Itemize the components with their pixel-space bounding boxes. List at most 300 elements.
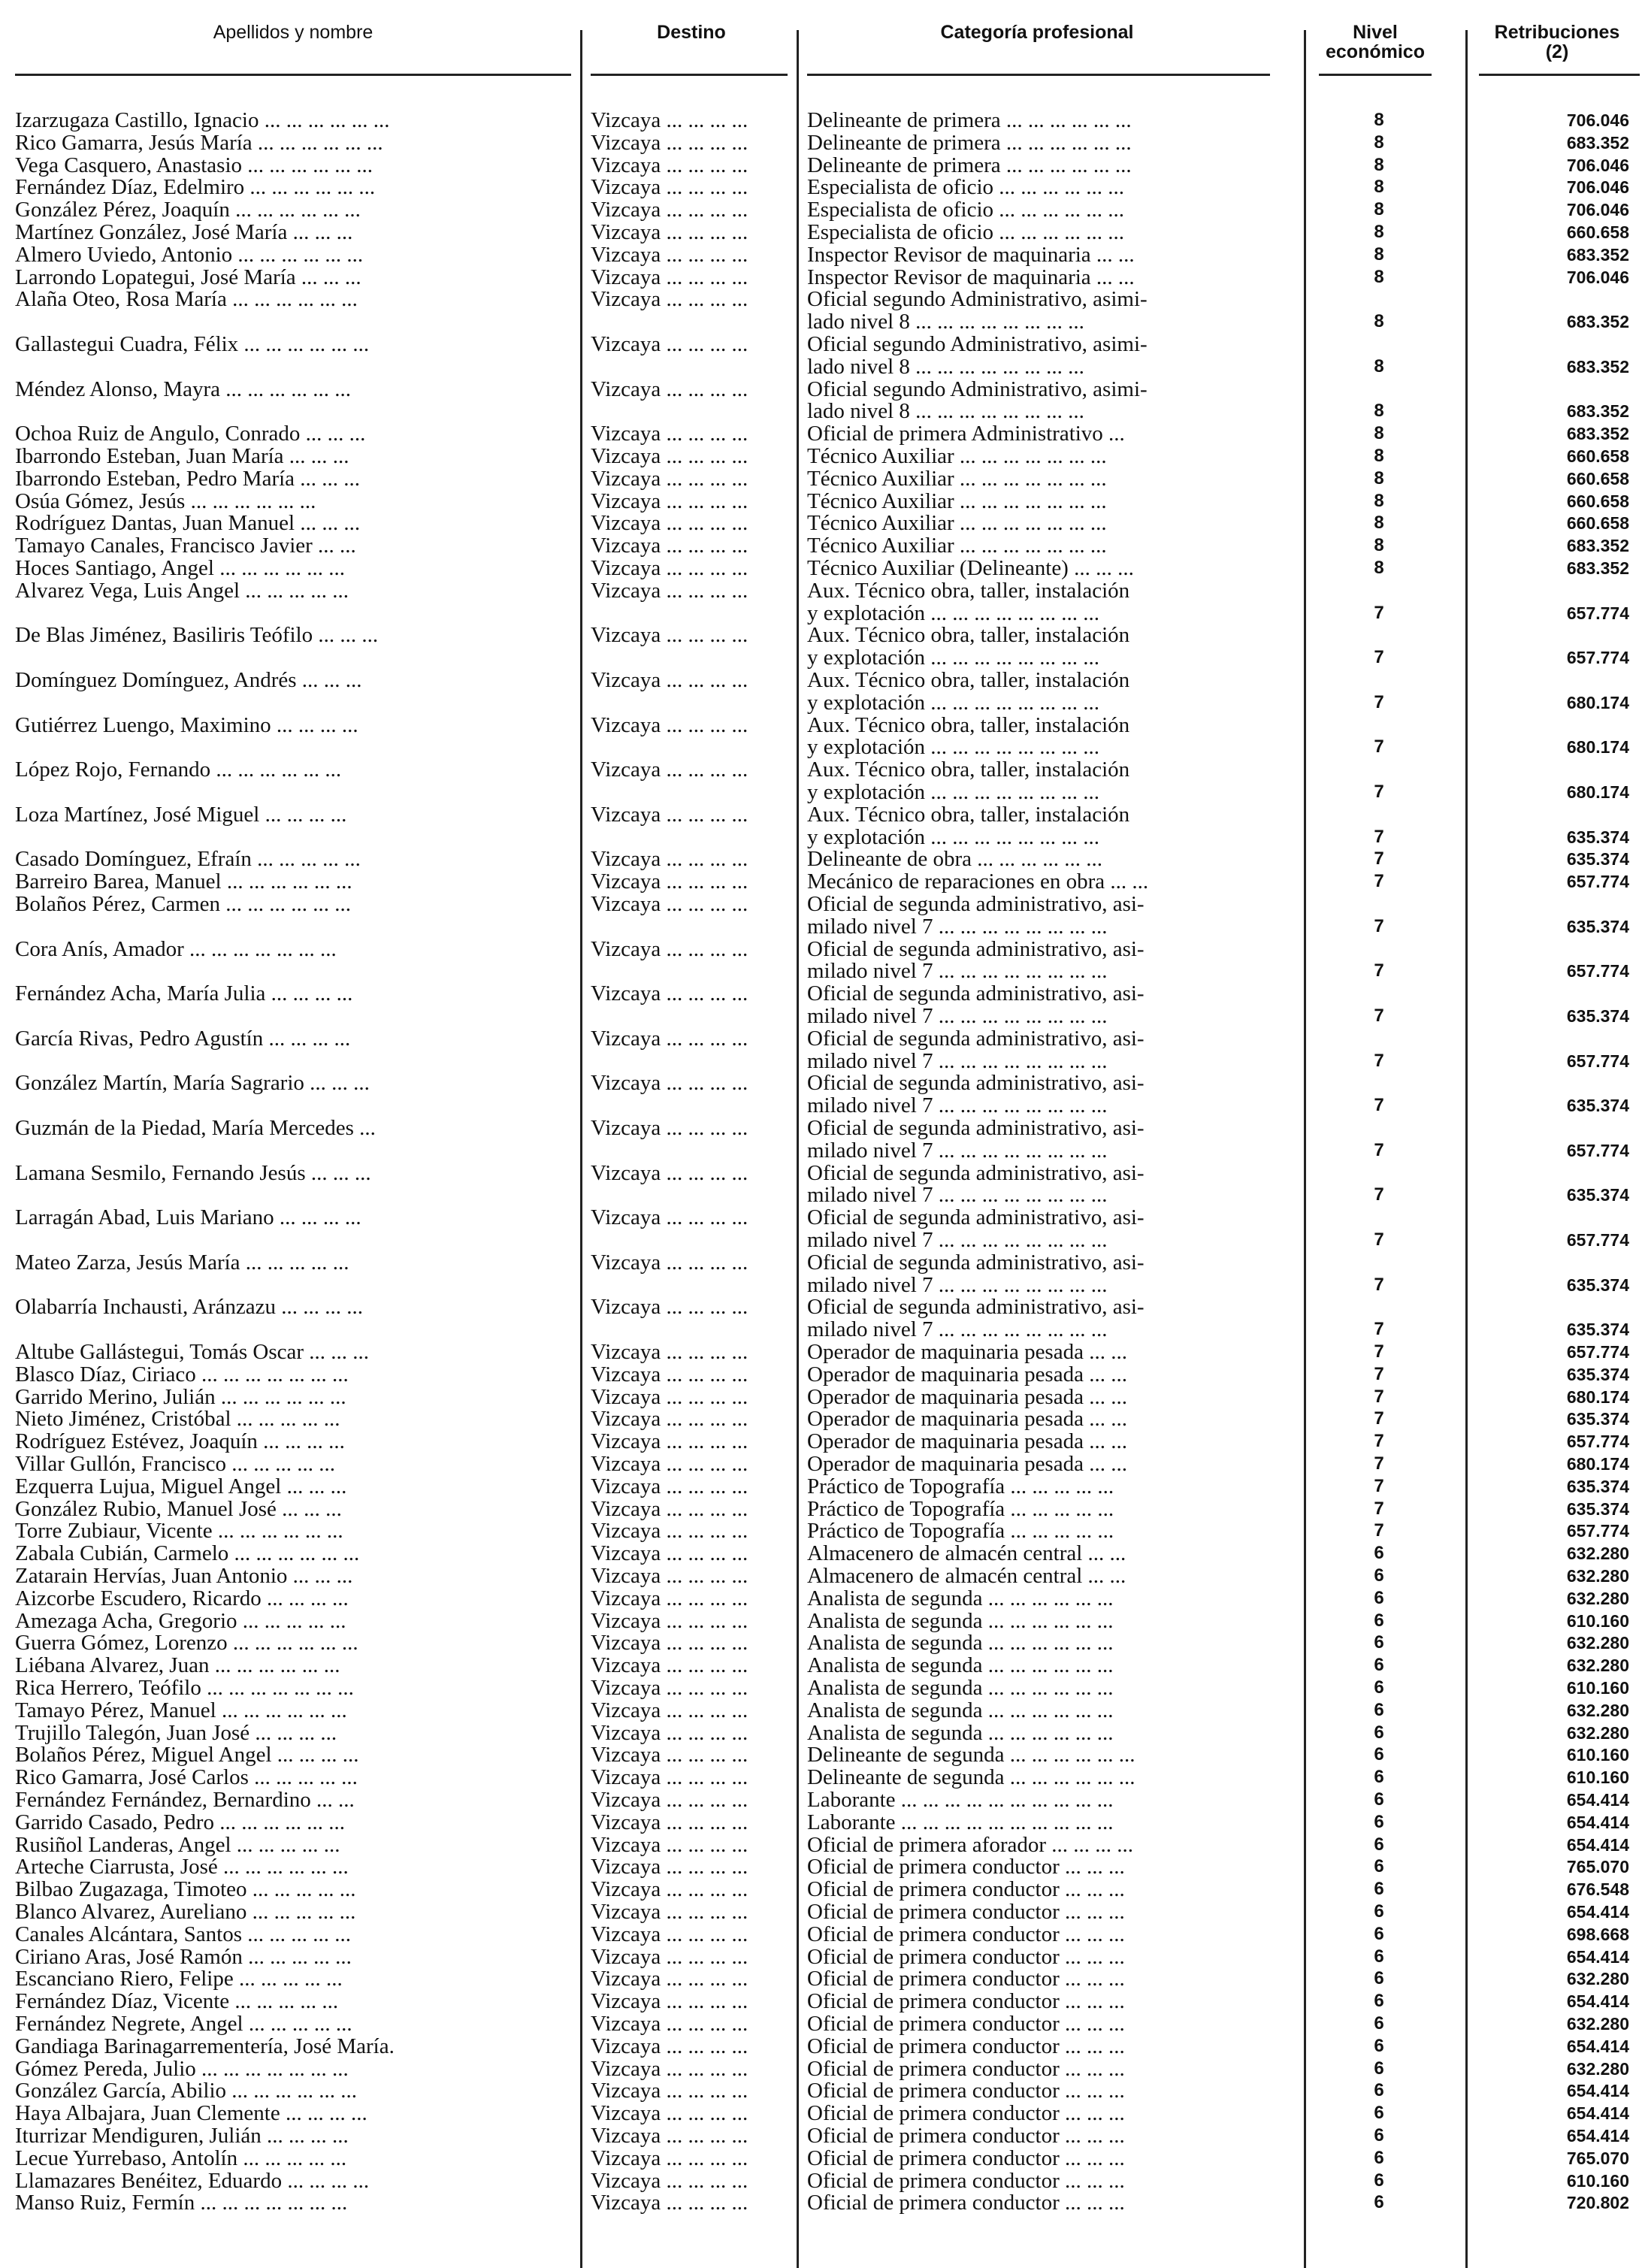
row-category: Práctico de Topografía ... ... ... ... ... [807,1520,1114,1543]
row-level: 6 [1374,2103,1384,2124]
row-level: 7 [1374,647,1384,668]
row-category: Oficial de primera conductor ... ... ... [807,2146,1125,2170]
row-destination: Vizcaya ... ... ... ... [591,512,748,535]
row-name: Ibarrondo Esteban, Juan María ... ... ... [15,445,349,467]
row-category: Analista de segunda ... ... ... ... ... ... [807,1631,1114,1655]
row-name: Torre Zubiaur, Vicente ... ... ... ... ... ... [15,1520,343,1543]
row-retribution: 654.414 [1566,2126,1629,2146]
row-category: lado nivel 8 ... ... ... ... ... ... ... ... [807,310,1084,334]
row-category: Inspector Revisor de maquinaria ... ... [807,265,1135,289]
row-level: 8 [1374,243,1384,265]
row-name: Tamayo Pérez, Manuel ... ... ... ... ... ... [15,1698,347,1722]
row-category: Analista de segunda ... ... ... ... ... ... [807,1654,1114,1677]
row-level: 7 [1374,1363,1384,1384]
row-destination: Vizcaya ... ... ... ... [591,669,748,691]
row-retribution: 676.548 [1566,1879,1629,1900]
row-level: 8 [1374,467,1384,488]
row-category: Oficial de segunda administrativo, asi- [807,1296,1145,1319]
row-destination: Vizcaya ... ... ... ... [591,1161,748,1184]
row-level: 8 [1374,490,1384,511]
row-name: Gómez Pereda, Julio ... ... ... ... ... ... ... [15,2057,349,2080]
row-category: Práctico de Topografía ... ... ... ... ... [807,1474,1114,1498]
column-divider-2 [797,30,799,2268]
row-category: Especialista de oficio ... ... ... ... ... ... [807,198,1125,222]
header-underline-destination [591,74,788,76]
row-level: 8 [1374,535,1384,556]
row-name: Hoces Santiago, Angel ... ... ... ... ... ... [15,557,345,579]
row-retribution: 683.352 [1566,132,1629,153]
row-destination: Vizcaya ... ... ... ... [591,2146,748,2170]
row-category: Operador de maquinaria pesada ... ... [807,1385,1127,1408]
row-retribution: 635.374 [1566,1498,1629,1519]
row-category: milado nivel 7 ... ... ... ... ... ... ... ... [807,1049,1108,1072]
row-category: Oficial de primera conductor ... ... ... [807,1901,1125,1923]
row-destination: Vizcaya ... ... ... ... [591,803,748,826]
row-destination: Vizcaya ... ... ... ... [591,1901,748,1923]
row-name: Ibarrondo Esteban, Pedro María ... ... ... [15,467,361,490]
row-category: milado nivel 7 ... ... ... ... ... ... ... ... [807,1273,1108,1296]
row-name: Larrondo Lopategui, José María ... ... ... [15,265,361,289]
row-category: Analista de segunda ... ... ... ... ... ... [807,1586,1114,1610]
row-destination: Vizcaya ... ... ... ... [591,1117,748,1139]
row-level: 7 [1374,1319,1384,1340]
row-level: 8 [1374,199,1384,220]
row-level: 6 [1374,1923,1384,1944]
row-category: Almacenero de almacén central ... ... [807,1542,1126,1565]
row-level: 6 [1374,1946,1384,1967]
row-level: 7 [1374,1341,1384,1362]
row-category: y explotación ... ... ... ... ... ... ... ... [807,646,1100,670]
row-destination: Vizcaya ... ... ... ... [591,2034,748,2058]
header-retribuciones [1469,23,1645,62]
row-level: 6 [1374,1543,1384,1564]
row-destination: Vizcaya ... ... ... ... [591,1945,748,1968]
row-retribution: 765.070 [1566,2148,1629,2168]
row-name: González García, Abilio ... ... ... ... ... ... [15,2079,358,2103]
row-category: Aux. Técnico obra, taller, instalación [807,713,1130,736]
row-category: Oficial de segunda administrativo, asi- [807,1206,1145,1229]
row-retribution: 657.774 [1566,1051,1629,1071]
row-name: Fernández Fernández, Bernardino ... ... [15,1789,355,1811]
row-level: 7 [1374,602,1384,623]
row-category: milado nivel 7 ... ... ... ... ... ... ... ... [807,1229,1108,1251]
row-retribution: 610.160 [1566,1768,1629,1788]
row-retribution: 657.774 [1566,872,1629,892]
header-level-line2: económico [1326,41,1425,62]
row-category: Oficial segundo Administrativo, asimi- [807,288,1148,311]
row-destination: Vizcaya ... ... ... ... [591,377,748,401]
row-level: 6 [1374,2147,1384,2168]
row-level: 6 [1374,1632,1384,1653]
header-underline-ret [1479,74,1640,76]
row-retribution: 657.774 [1566,1521,1629,1541]
row-retribution: 657.774 [1566,1230,1629,1250]
row-level: 8 [1374,513,1384,534]
row-category: Mecánico de reparaciones en obra ... ... [807,870,1149,894]
row-retribution: 657.774 [1566,1140,1629,1160]
row-destination: Vizcaya ... ... ... ... [591,1430,748,1453]
row-retribution: 654.414 [1566,2103,1629,2124]
row-category: Oficial de primera conductor ... ... ... [807,1855,1125,1879]
header-name: Apellidos y nombre [213,22,373,43]
row-name: Rica Herrero, Teófilo ... ... ... ... ... ... ... [15,1677,354,1699]
row-retribution: 610.160 [1566,1678,1629,1698]
row-level: 6 [1374,1722,1384,1743]
row-level: 8 [1374,110,1384,130]
row-category: Analista de segunda ... ... ... ... ... ... [807,1721,1114,1744]
row-name: Zabala Cubián, Carmelo ... ... ... ... ... ... [15,1542,360,1565]
row-level: 7 [1374,1520,1384,1541]
row-category: milado nivel 7 ... ... ... ... ... ... ... ... [807,960,1108,983]
row-destination: Vizcaya ... ... ... ... [591,288,748,311]
row-retribution: 657.774 [1566,1432,1629,1452]
row-destination: Vizcaya ... ... ... ... [591,1520,748,1543]
row-retribution: 706.046 [1566,155,1629,175]
row-retribution: 683.352 [1566,401,1629,422]
row-category: Oficial de segunda administrativo, asi- [807,1250,1145,1274]
header-underline-level [1319,74,1432,76]
row-category: milado nivel 7 ... ... ... ... ... ... ... ... [807,1184,1108,1207]
column-divider-1 [580,30,582,2268]
row-level: 8 [1374,222,1384,242]
row-level: 6 [1374,1587,1384,1608]
row-category: milado nivel 7 ... ... ... ... ... ... ... ... [807,1094,1108,1117]
row-retribution: 654.414 [1566,1902,1629,1922]
row-level: 7 [1374,1184,1384,1205]
row-destination: Vizcaya ... ... ... ... [591,2191,748,2215]
row-name: Almero Uviedo, Antonio ... ... ... ... ... ... [15,243,364,266]
row-retribution: 680.174 [1566,737,1629,758]
row-name: Garrido Casado, Pedro ... ... ... ... ... ... [15,1810,345,1834]
row-destination: Vizcaya ... ... ... ... [591,1810,748,1834]
row-level: 6 [1374,2080,1384,2101]
row-level: 6 [1374,1856,1384,1877]
row-name: Guzmán de la Piedad, María Mercedes ... [15,1117,376,1139]
row-retribution: 660.658 [1566,446,1629,466]
row-category: Oficial de segunda administrativo, asi- [807,1072,1145,1095]
row-retribution: 680.174 [1566,692,1629,712]
row-retribution: 632.280 [1566,1722,1629,1743]
row-destination: Vizcaya ... ... ... ... [591,153,748,177]
header-level [1311,23,1439,62]
row-destination: Vizcaya ... ... ... ... [591,1408,748,1431]
row-level: 8 [1374,311,1384,332]
row-level: 7 [1374,915,1384,936]
row-retribution: 635.374 [1566,1185,1629,1205]
row-name: Liébana Alvarez, Juan ... ... ... ... ... ... [15,1654,340,1677]
row-retribution: 706.046 [1566,200,1629,220]
row-category: Oficial de primera conductor ... ... ... [807,2012,1125,2035]
row-destination: Vizcaya ... ... ... ... [591,1586,748,1610]
row-destination: Vizcaya ... ... ... ... [591,1967,748,1991]
row-name: Ochoa Ruiz de Angulo, Conrado ... ... ... [15,422,366,446]
row-destination: Vizcaya ... ... ... ... [591,109,748,132]
row-name: Bilbao Zugazaga, Timoteo ... ... ... ... ... [15,1878,356,1901]
row-retribution: 683.352 [1566,356,1629,376]
row-level: 8 [1374,132,1384,153]
row-category: Laborante ... ... ... ... ... ... ... ... ... ... [807,1810,1114,1834]
row-destination: Vizcaya ... ... ... ... [591,2169,748,2192]
row-level: 6 [1374,1677,1384,1698]
row-category: Operador de maquinaria pesada ... ... [807,1430,1127,1453]
row-destination: Vizcaya ... ... ... ... [591,131,748,154]
row-level: 8 [1374,401,1384,422]
row-destination: Vizcaya ... ... ... ... [591,445,748,467]
row-destination: Vizcaya ... ... ... ... [591,579,748,602]
row-level: 6 [1374,1879,1384,1900]
row-level: 7 [1374,1498,1384,1519]
row-name: González Rubio, Manuel José ... ... ... [15,1497,342,1520]
row-name: Méndez Alonso, Mayra ... ... ... ... ... ... [15,377,352,401]
row-category: Aux. Técnico obra, taller, instalación [807,669,1130,691]
row-name: Gutiérrez Luengo, Maximino ... ... ... ... [15,713,358,736]
row-destination: Vizcaya ... ... ... ... [591,1698,748,1722]
row-retribution: 635.374 [1566,1096,1629,1116]
row-level: 8 [1374,177,1384,198]
row-category: Oficial de primera conductor ... ... ... [807,2191,1125,2215]
row-level: 6 [1374,1901,1384,1922]
row-category: Aux. Técnico obra, taller, instalación [807,758,1130,782]
row-name: Manso Ruiz, Fermín ... ... ... ... ... ... ... [15,2191,348,2215]
header-ret-line2: (2) [1545,41,1569,62]
row-level: 7 [1374,1408,1384,1429]
row-destination: Vizcaya ... ... ... ... [591,1072,748,1095]
row-category: Oficial de segunda administrativo, asi- [807,1027,1145,1050]
row-category: Técnico Auxiliar ... ... ... ... ... ... ... [807,534,1107,558]
row-name: López Rojo, Fernando ... ... ... ... ... ... [15,758,342,782]
row-destination: Vizcaya ... ... ... ... [591,1878,748,1901]
row-name: Nieto Jiménez, Cristóbal ... ... ... ... ... [15,1408,340,1431]
row-retribution: 657.774 [1566,1342,1629,1362]
row-retribution: 654.414 [1566,1834,1629,1855]
row-category: y explotación ... ... ... ... ... ... ... ... [807,825,1100,848]
row-destination: Vizcaya ... ... ... ... [591,422,748,446]
row-retribution: 683.352 [1566,558,1629,578]
row-level: 6 [1374,2058,1384,2079]
row-level: 8 [1374,154,1384,175]
row-retribution: 635.374 [1566,1320,1629,1340]
row-category: Especialista de oficio ... ... ... ... ... ... [807,221,1125,243]
row-level: 6 [1374,2170,1384,2191]
row-retribution: 610.160 [1566,2170,1629,2191]
row-level: 7 [1374,1274,1384,1295]
column-divider-4 [1465,30,1468,2268]
row-category: Oficial de primera conductor ... ... ... [807,2102,1125,2125]
row-retribution: 635.374 [1566,849,1629,869]
row-destination: Vizcaya ... ... ... ... [591,713,748,736]
row-destination: Vizcaya ... ... ... ... [591,1206,748,1229]
row-destination: Vizcaya ... ... ... ... [591,265,748,289]
row-destination: Vizcaya ... ... ... ... [591,624,748,647]
row-category: Aux. Técnico obra, taller, instalación [807,624,1130,647]
row-retribution: 632.280 [1566,1656,1629,1676]
row-retribution: 635.374 [1566,1476,1629,1496]
row-level: 7 [1374,736,1384,758]
row-category: Oficial de segunda administrativo, asi- [807,1161,1145,1184]
row-category: Delineante de primera ... ... ... ... ... ... [807,109,1132,132]
row-retribution: 680.174 [1566,782,1629,802]
row-name: Lamana Sesmilo, Fernando Jesús ... ... ... [15,1161,371,1184]
row-category: Operador de maquinaria pesada ... ... [807,1408,1127,1431]
row-category: Analista de segunda ... ... ... ... ... ... [807,1609,1114,1632]
row-retribution: 632.280 [1566,1566,1629,1586]
row-destination: Vizcaya ... ... ... ... [591,333,748,355]
row-category: Delineante de primera ... ... ... ... ... ... [807,153,1132,177]
row-name: Bolaños Pérez, Carmen ... ... ... ... ... ... [15,893,352,915]
row-category: y explotación ... ... ... ... ... ... ... ... [807,781,1100,803]
row-name: Ciriano Aras, José Ramón ... ... ... ... ... [15,1945,352,1968]
row-retribution: 683.352 [1566,312,1629,332]
row-retribution: 610.160 [1566,1610,1629,1631]
row-level: 7 [1374,848,1384,869]
row-name: Llamazares Benéitez, Eduardo ... ... ... ... [15,2169,370,2192]
row-retribution: 660.658 [1566,513,1629,534]
row-category: Técnico Auxiliar ... ... ... ... ... ... ... [807,489,1107,513]
row-name: Fernández Negrete, Angel ... ... ... ... ... [15,2012,352,2035]
row-level: 7 [1374,871,1384,892]
row-destination: Vizcaya ... ... ... ... [591,1855,748,1879]
row-name: Martínez González, José María ... ... ... [15,221,353,243]
row-destination: Vizcaya ... ... ... ... [591,1990,748,2013]
row-category: lado nivel 8 ... ... ... ... ... ... ... ... [807,355,1084,378]
row-name: Gallastegui Cuadra, Félix ... ... ... ... ... ... [15,333,370,355]
row-destination: Vizcaya ... ... ... ... [591,534,748,558]
row-name: Osúa Gómez, Jesús ... ... ... ... ... ... [15,489,316,513]
row-level: 7 [1374,1005,1384,1026]
row-destination: Vizcaya ... ... ... ... [591,1609,748,1632]
row-retribution: 632.280 [1566,1700,1629,1720]
row-category: Delineante de segunda ... ... ... ... ... ... [807,1743,1135,1767]
row-name: Rodríguez Dantas, Juan Manuel ... ... ... [15,512,361,535]
row-category: milado nivel 7 ... ... ... ... ... ... ... ... [807,915,1108,938]
row-name: Blanco Alvarez, Aureliano ... ... ... ... ... [15,1901,356,1923]
row-destination: Vizcaya ... ... ... ... [591,2079,748,2103]
row-retribution: 765.070 [1566,1857,1629,1877]
row-level: 6 [1374,2035,1384,2056]
row-destination: Vizcaya ... ... ... ... [591,557,748,579]
row-destination: Vizcaya ... ... ... ... [591,1631,748,1655]
row-level: 7 [1374,1431,1384,1452]
row-level: 7 [1374,1229,1384,1250]
row-retribution: 654.414 [1566,1991,1629,2012]
row-retribution: 706.046 [1566,110,1629,130]
row-retribution: 654.414 [1566,1790,1629,1810]
row-retribution: 635.374 [1566,1364,1629,1384]
row-name: Fernández Acha, María Julia ... ... ... ... [15,982,353,1005]
row-destination: Vizcaya ... ... ... ... [591,848,748,871]
row-destination: Vizcaya ... ... ... ... [591,1922,748,1946]
header-underline-category [807,74,1270,76]
row-name: Fernández Díaz, Edelmiro ... ... ... ... ... ... [15,176,376,199]
row-destination: Vizcaya ... ... ... ... [591,2012,748,2035]
row-category: Oficial de primera conductor ... ... ... [807,2057,1125,2080]
row-name: Guerra Gómez, Lorenzo ... ... ... ... ... ... [15,1631,358,1655]
row-category: milado nivel 7 ... ... ... ... ... ... ... ... [807,1139,1108,1162]
row-retribution: 706.046 [1566,177,1629,198]
row-name: Lecue Yurrebaso, Antolín ... ... ... ... ... [15,2146,347,2170]
header-ret-line1: Retribuciones [1494,22,1620,43]
row-destination: Vizcaya ... ... ... ... [591,1766,748,1789]
row-retribution: 635.374 [1566,1409,1629,1429]
row-name: Larragán Abad, Luis Mariano ... ... ... ... [15,1206,361,1229]
row-category: Aux. Técnico obra, taller, instalación [807,803,1130,826]
header-category: Categoría profesional [940,22,1134,43]
row-name: Gandiaga Barinagarrementería, José María. [15,2034,395,2058]
row-retribution: 632.280 [1566,1633,1629,1653]
row-retribution: 683.352 [1566,424,1629,444]
row-name: Arteche Ciarrusta, José ... ... ... ... ... ... [15,1855,349,1879]
row-retribution: 632.280 [1566,2058,1629,2079]
row-name: Rusiñol Landeras, Angel ... ... ... ... ... [15,1833,340,1856]
row-destination: Vizcaya ... ... ... ... [591,2124,748,2147]
row-category: Inspector Revisor de maquinaria ... ... [807,243,1135,266]
row-destination: Vizcaya ... ... ... ... [591,1497,748,1520]
row-category: Operador de maquinaria pesada ... ... [807,1453,1127,1475]
row-level: 6 [1374,1767,1384,1788]
row-name: Loza Martínez, José Miguel ... ... ... ... [15,803,347,826]
row-retribution: 657.774 [1566,961,1629,981]
row-retribution: 632.280 [1566,1544,1629,1564]
row-name: Garrido Merino, Julián ... ... ... ... ... ... [15,1385,346,1408]
row-destination: Vizcaya ... ... ... ... [591,1296,748,1319]
row-retribution: 660.658 [1566,222,1629,242]
row-category: Oficial de primera conductor ... ... ... [807,2034,1125,2058]
row-name: Trujillo Talegón, Juan José ... ... ... ... [15,1721,337,1744]
row-name: Aizcorbe Escudero, Ricardo ... ... ... ... [15,1586,349,1610]
row-level: 7 [1374,960,1384,981]
row-destination: Vizcaya ... ... ... ... [591,1654,748,1677]
row-category: Oficial de segunda administrativo, asi- [807,982,1145,1005]
row-category: Técnico Auxiliar ... ... ... ... ... ... ... [807,512,1107,535]
row-level: 8 [1374,266,1384,287]
row-level: 8 [1374,446,1384,466]
row-name: Tamayo Canales, Francisco Javier ... ... [15,534,356,558]
row-category: Operador de maquinaria pesada ... ... [807,1341,1127,1363]
row-level: 7 [1374,782,1384,802]
row-name: Domínguez Domínguez, Andrés ... ... ... [15,669,362,691]
row-level: 6 [1374,2192,1384,2213]
row-category: Técnico Auxiliar ... ... ... ... ... ... ... [807,445,1107,467]
row-retribution: 610.160 [1566,1745,1629,1765]
row-category: y explotación ... ... ... ... ... ... ... ... [807,601,1100,624]
row-name: Bolaños Pérez, Miguel Angel ... ... ... ... [15,1743,359,1767]
row-category: Oficial de primera conductor ... ... ... [807,2169,1125,2192]
row-level: 6 [1374,1991,1384,2012]
row-level: 7 [1374,1050,1384,1071]
row-retribution: 683.352 [1566,536,1629,556]
row-destination: Vizcaya ... ... ... ... [591,1789,748,1811]
row-category: Oficial de primera Administrativo ... [807,422,1125,446]
row-name: Alvarez Vega, Luis Angel ... ... ... ... ... [15,579,349,602]
row-category: Oficial de primera conductor ... ... ... [807,1967,1125,1991]
row-destination: Vizcaya ... ... ... ... [591,1721,748,1744]
row-name: Alaña Oteo, Rosa María ... ... ... ... ... ... [15,288,358,311]
row-category: Aux. Técnico obra, taller, instalación [807,579,1130,602]
row-category: Delineante de obra ... ... ... ... ... ... [807,848,1103,871]
row-level: 6 [1374,1968,1384,1989]
row-level: 6 [1374,1834,1384,1855]
row-name: Rico Gamarra, Jesús María ... ... ... ... ... ... [15,131,383,154]
row-level: 8 [1374,558,1384,578]
row-name: González Martín, María Sagrario ... ... ... [15,1072,370,1095]
row-category: Almacenero de almacén central ... ... [807,1565,1126,1587]
row-name: Canales Alcántara, Santos ... ... ... ... ... [15,1922,351,1946]
row-name: Olabarría Inchausti, Aránzazu ... ... ... ... [15,1296,364,1319]
row-level: 6 [1374,2013,1384,2034]
row-category: Oficial segundo Administrativo, asimi- [807,377,1148,401]
header-destination: Destino [657,22,726,43]
row-name: Izarzugaza Castillo, Ignacio ... ... ... ... ... ... [15,109,390,132]
